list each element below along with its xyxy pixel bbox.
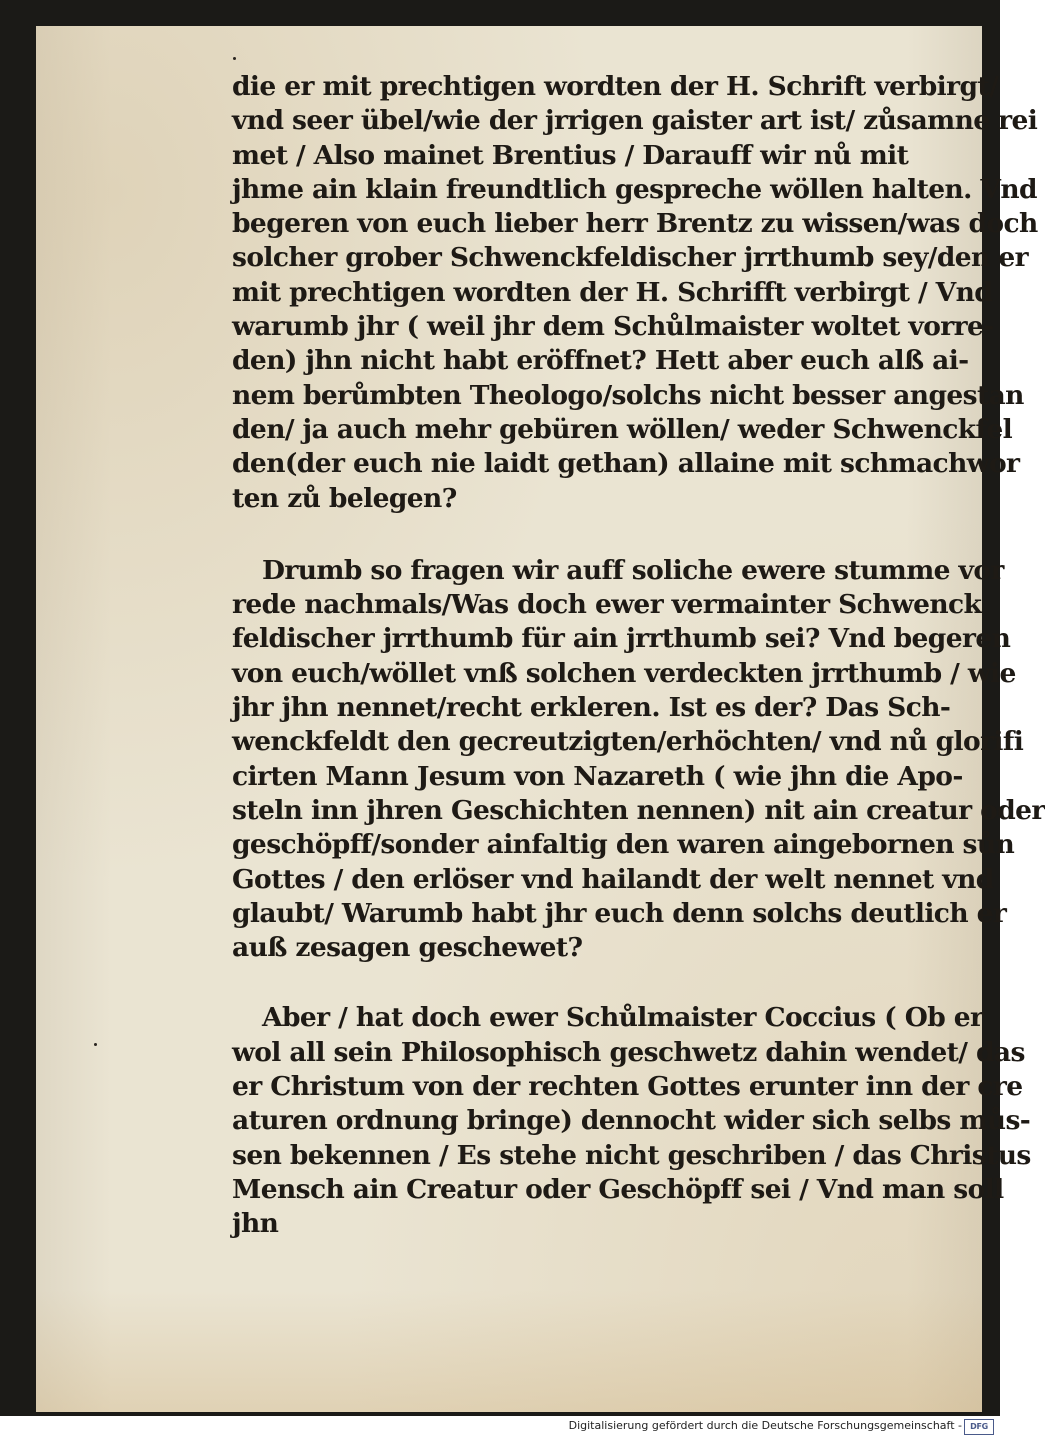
funding-credit: Digitalisierung gefördert durch die Deutsche Forschungsgemeinschaft - [568, 1419, 962, 1432]
footer-bar [0, 1417, 1000, 1437]
text-line: den/ ja auch mehr gebüren wöllen/ weder Schwenckfel [232, 413, 1013, 445]
text-line: wol all sein Philosophisch geschwetz dahin wendet/ das [232, 1036, 1025, 1068]
dfg-logo: DFG [964, 1419, 994, 1435]
paragraph-3 [232, 1001, 1031, 1241]
text-line: sen bekennen / Es stehe nicht geschriben / das Christus [232, 1139, 1031, 1171]
text-line: Mensch ain Creatur oder Geschöpff sei / Vnd man soll [232, 1173, 1004, 1205]
text-line: warumb jhr ( weil jhr dem Schůlmaister woltet vorre- [232, 311, 994, 343]
paragraph-2 [232, 554, 1045, 966]
text-line: aturen ordnung bringe) dennocht wider sich selbs můs- [232, 1105, 1031, 1137]
text-line: er Christum von der rechten Gottes erunter inn der cre [232, 1071, 1023, 1103]
paragraph-1 [232, 70, 1038, 516]
text-line: Drumb so fragen wir auff soliche ewere stumme vor [262, 554, 1004, 586]
text-line: Aber / hat doch ewer Schůlmaister Coccius ( Ob er [262, 1002, 984, 1034]
text-line: solcher grober Schwenckfeldischer jrrthumb sey/den er [232, 242, 1028, 274]
text-line: nem berůmbten Theologo/solchs nicht besser angestan [232, 379, 1024, 411]
text-line: geschöpff/sonder ainfaltig den waren aingebornen sůn [232, 829, 1015, 861]
text-line: met / Also mainet Brentius / Darauff wir nů mit [232, 139, 909, 171]
text-line: begeren von euch lieber herr Brentz zu wissen/was doch [232, 208, 1038, 240]
text-line: mit prechtigen wordten der H. Schrifft verbirgt / Vnd [232, 276, 993, 308]
page-text [232, 70, 1045, 1242]
text-line: den(der euch nie laidt gethan) allaine mit schmachwor [232, 448, 1020, 480]
text-line: die er mit prechtigen wordten der H. Schrift verbirgt/ [232, 71, 999, 102]
text-line: glaubt/ Warumb habt jhr euch denn solchs deutlich er [232, 897, 1007, 929]
text-line: vnd seer übel/wie der jrrigen gaister art ist/ zůsamne rei [232, 105, 1038, 137]
text-line: feldischer jrrthumb für ain jrrthumb sei? Vnd begeren [232, 623, 1011, 655]
text-line: wenckfeldt den gecreutzigten/erhöchten/ vnd nů glorifi [232, 726, 1024, 758]
text-line: jhme ain klain freundtlich gespreche wöllen halten. Vnd [232, 173, 1037, 205]
text-line: cirten Mann Jesum von Nazareth ( wie jhn die Apo- [232, 760, 963, 792]
text-line: jhr jhn nennet/recht erkleren. Ist es der? Das Sch- [232, 692, 951, 724]
text-line: rede nachmals/Was doch ewer vermainter Schwenck [232, 589, 982, 621]
text-line: den) jhn nicht habt eröffnet? Hett aber euch alß ai- [232, 345, 969, 377]
text-line: Gottes / den erlöser vnd hailandt der welt nennet vnd [232, 863, 994, 895]
text-line: auß zesagen geschewet? [232, 932, 583, 964]
ink-speck [233, 57, 236, 60]
text-line: ten zů belegen? [232, 482, 457, 514]
text-line: jhn [232, 1208, 279, 1240]
text-line: steln inn jhren Geschichten nennen) nit ain creatur oder [232, 794, 1045, 826]
text-line: von euch/wöllet vnß solchen verdeckten jrrthumb / wie [232, 657, 1016, 689]
ink-speck [94, 1043, 97, 1046]
